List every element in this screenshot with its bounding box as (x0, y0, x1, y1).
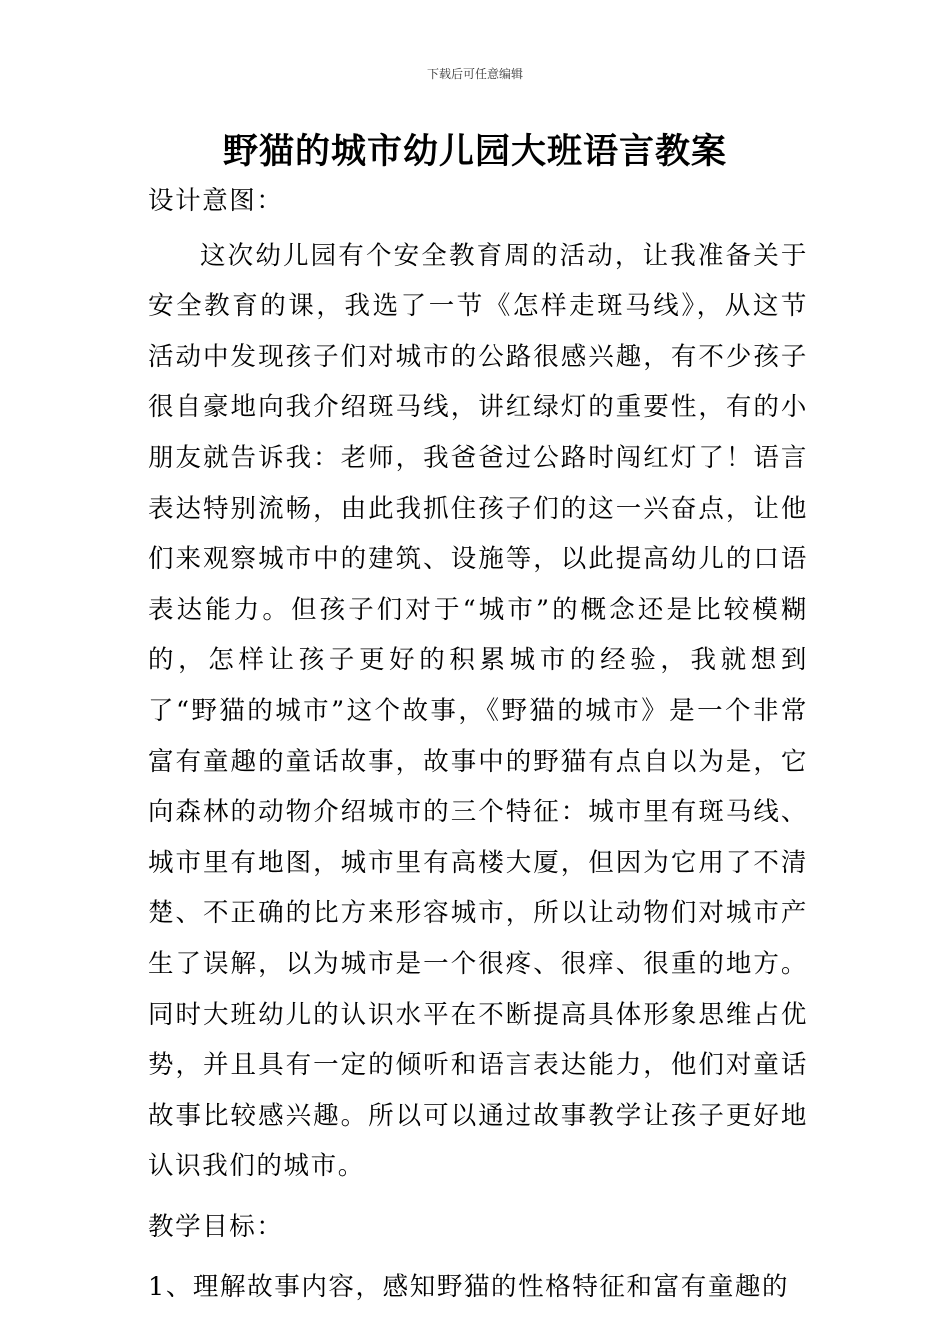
design-intent-heading: 设计意图： (148, 186, 284, 216)
teaching-goals-heading: 教学目标： (148, 1211, 284, 1242)
header-note: 下载后可任意编辑 (426, 67, 523, 81)
document-body (148, 176, 808, 1313)
teaching-goal-item: 1、理解故事内容，感知野猫的性格特征和富有童趣的 (148, 1272, 790, 1303)
document-title: 野猫的城市幼儿园大班语言教案 (222, 132, 727, 172)
design-intent-paragraph: 这次幼儿园有个安全教育周的活动，让我准备关于安全教育的课，我选了一节《怎样走斑马线》，从这节活动中发现孩子们对城市的公路很感兴趣，有不少孩子很自豪地向我介绍斑马线，讲红绿灯的重要性，有的小朋友就告诉我：老师，我爸爸过公路时闯红灯了！语言表达特别流畅，由此我抓住孩子们的这一兴奋点，让他们来观察城市中的建筑、设施等，以此提高幼儿的口语表达能力。但孩子们对于“城市”的概念还是比较模糊的，怎样让孩子更好的积累城市的经验，我就想到了“野猫的城市”这个故事，《野猫的城市》是一个非常富有童趣的童话故事，故事中的野猫有点自以为是，它向森林的动物介绍城市的三个特征：城市里有斑马线、城市里有地图，城市里有高楼大厦，但因为它用了不清楚、不正确的比方来形容城市，所以让动物们对城市产生了误解，以为城市是一个很疼、很痒、很重的地方。同时大班幼儿的认识水平在不断提高具体形象思维占优势，并且具有一定的倾听和语言表达能力，他们对童话故事比较感兴趣。所以可以通过故事教学让孩子更好地认识我们的城市。 (148, 240, 808, 1182)
